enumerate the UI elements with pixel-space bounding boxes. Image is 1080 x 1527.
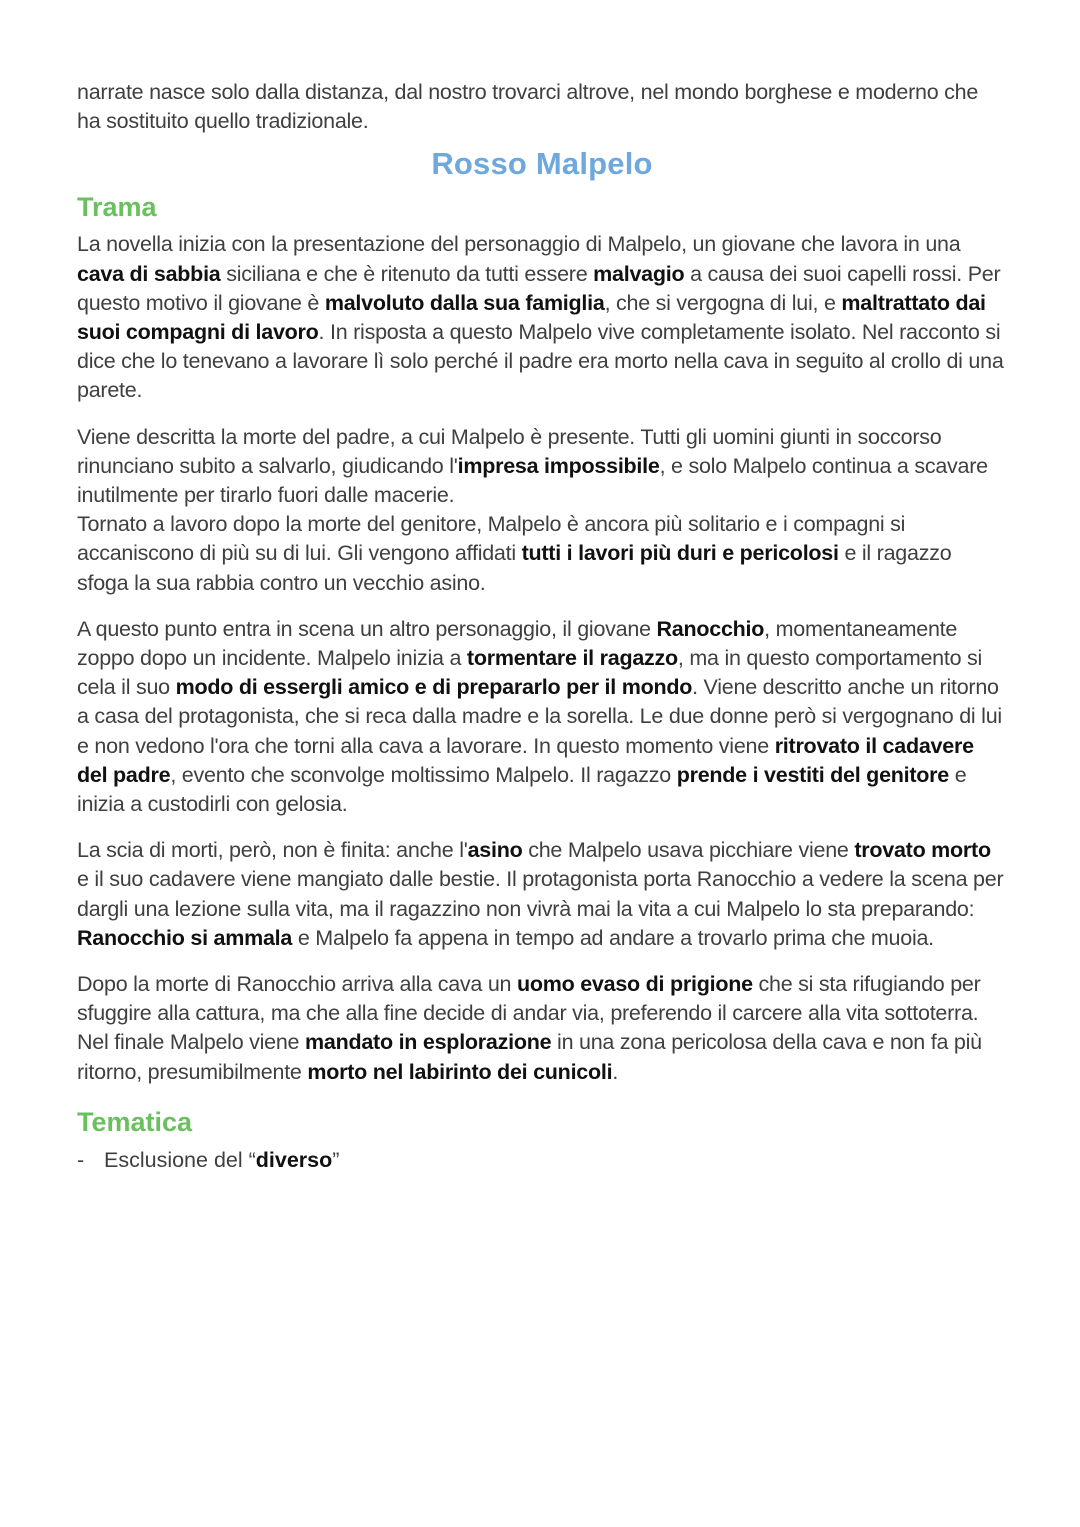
list-dash: - xyxy=(77,1147,85,1172)
text-run: Tornato a lavoro dopo la morte del genitore, Malpelo è ancora più solitario e i compagni si accaniscono di più su di lui. Gli vengono affidati xyxy=(77,512,906,566)
list-item-text xyxy=(104,1145,339,1175)
bold-text: trovato morto xyxy=(854,838,991,863)
text-run: . xyxy=(612,1059,619,1084)
text-run: , ma in questo comportamento si cela il suo xyxy=(77,646,983,700)
bold-text: malvoluto dalla sua famiglia xyxy=(324,290,605,315)
text-run: Dopo la morte di Ranocchio arriva alla cava un xyxy=(77,972,517,997)
bold-text: impresa impossibile xyxy=(457,453,660,478)
section-heading-tematica: Tematica xyxy=(77,1106,193,1137)
text-run: siciliana e che è ritenuto da tutti essere xyxy=(220,261,594,286)
bold-text: maltrattato dai suoi compagni di lavoro xyxy=(77,290,986,345)
bold-text: malvagio xyxy=(593,261,685,286)
text-run: , evento che sconvolge moltissimo Malpelo. Il ragazzo xyxy=(170,762,677,787)
text-run: che si sta rifugiando per sfuggire alla cattura, ma che alla fine decide di andar via, preferendo il carcere alla vita sottoterra. Nel finale Malpelo viene xyxy=(77,972,981,1055)
text-run: Viene descritta la morte del padre, a cui Malpelo è presente. Tutti gli uomini giunti in soccorso rinunciano subito a salvarlo, giudicando l' xyxy=(77,424,942,478)
text-run: , e solo Malpelo continua a scavare inutilmente per tirarlo fuori dalle macerie. xyxy=(77,453,988,508)
document-page xyxy=(77,78,1007,1175)
text-run: A questo punto entra in scena un altro personaggio, il giovane xyxy=(77,616,657,641)
paragraph-5 xyxy=(77,836,1007,953)
bold-text: modo di essergli amico e di prepararlo per il mondo xyxy=(175,675,693,700)
page-title: Rosso Malpelo xyxy=(431,146,653,182)
text-run: che Malpelo usava picchiare viene xyxy=(522,838,855,863)
bold-text: diverso xyxy=(255,1147,333,1172)
bold-text: Ranocchio xyxy=(656,616,765,641)
text-run: e il suo cadavere viene mangiato dalle bestie. Il protagonista porta Ranocchio a vedere la scena per dargli una lezione sulla vita, ma il ragazzino non vivrà mai la vita a cui Malpelo lo sta preparando: xyxy=(77,867,1004,921)
text-run: . In risposta a questo Malpelo vive completamente isolato. Nel racconto si dice che lo tenevano a lavorare lì solo perché il padre era morto nella cava in seguito al crollo di una parete. xyxy=(77,320,1004,403)
bold-text: tutti i lavori più duri e pericolosi xyxy=(521,541,839,566)
text-run: Esclusione del “ xyxy=(104,1147,256,1172)
bold-text: prende i vestiti del genitore xyxy=(676,762,950,787)
bold-text: ritrovato il cadavere del padre xyxy=(77,733,974,787)
text-run: La novella inizia con la presentazione del personaggio di Malpelo, un giovane che lavora in una xyxy=(77,232,961,257)
section-heading-trama: Trama xyxy=(77,192,157,223)
paragraph-6 xyxy=(77,970,1007,1087)
paragraph-4 xyxy=(77,615,1007,819)
text-run: in una zona pericolosa della cava e non fa più ritorno, presumibilmente xyxy=(77,1030,982,1084)
bold-text: uomo evaso di prigione xyxy=(516,972,753,997)
text-run: e inizia a custodirli con gelosia. xyxy=(77,762,967,817)
bold-text: mandato in esplorazione xyxy=(305,1030,552,1055)
text-run: , momentaneamente zoppo dopo un incidente. Malpelo inizia a xyxy=(77,616,958,671)
paragraph-3 xyxy=(77,510,1007,598)
list-item xyxy=(77,1145,1007,1175)
paragraph-2 xyxy=(77,423,1007,511)
text-run: e il ragazzo sfoga la sua rabbia contro un vecchio asino. xyxy=(77,541,952,595)
bold-text: asino xyxy=(467,838,523,863)
text-run: , che si vergogna di lui, e xyxy=(604,290,842,315)
paragraph-1 xyxy=(77,230,1007,405)
intro-paragraph: narrate nasce solo dalla distanza, dal nostro trovarci altrove, nel mondo borghese e moderno che ha sostituito quello tradizionale. xyxy=(77,80,979,134)
text-run: La scia di morti, però, non è finita: anche l' xyxy=(77,838,468,863)
bold-text: Ranocchio si ammala xyxy=(77,925,293,950)
bold-text: cava di sabbia xyxy=(77,261,221,286)
text-run: a causa dei suoi capelli rossi. Per questo motivo il giovane è xyxy=(77,261,1001,315)
text-run: ” xyxy=(332,1147,340,1172)
bold-text: tormentare il ragazzo xyxy=(466,646,678,671)
bold-text: morto nel labirinto dei cunicoli xyxy=(307,1059,613,1084)
text-run: e Malpelo fa appena in tempo ad andare a trovarlo prima che muoia. xyxy=(292,925,934,950)
text-run: . Viene descritto anche un ritorno a casa del protagonista, che si reca dalla madre e la sorella. Le due donne però si vergognano di lui e non vedono l'ora che torni alla cava a lavorare. In questo momento viene xyxy=(77,675,1002,758)
